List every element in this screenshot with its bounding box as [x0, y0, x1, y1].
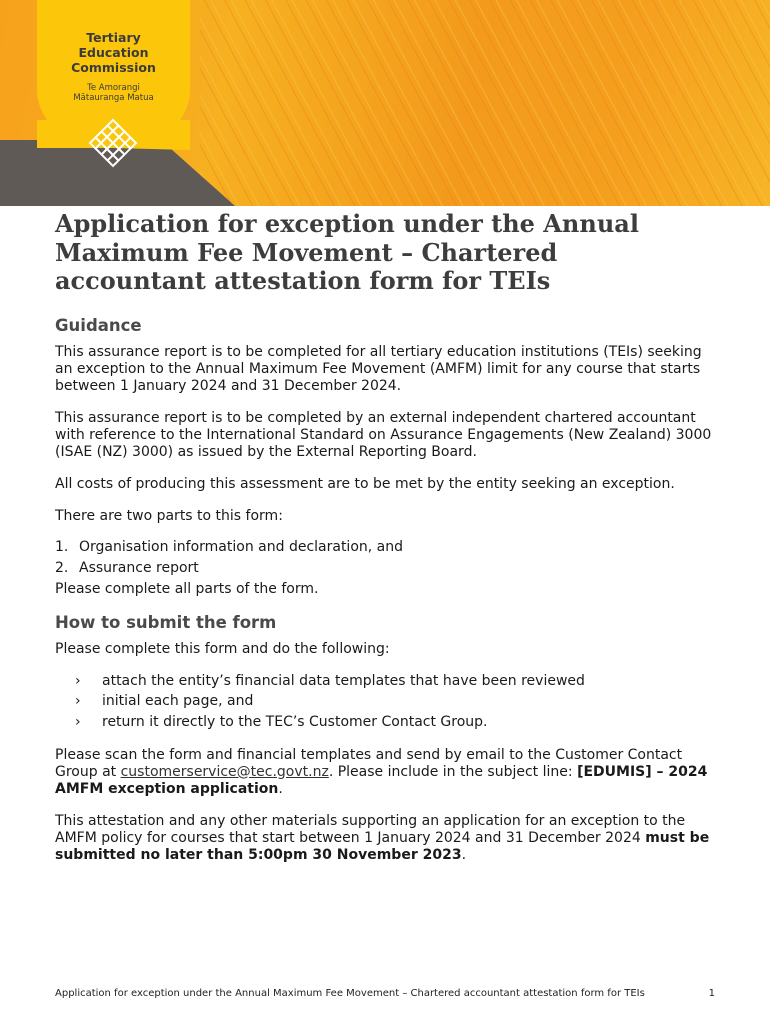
- guidance-paragraph: Please complete all parts of the form.: [55, 580, 319, 597]
- list-item: [55, 714, 715, 731]
- scan-text: Please scan the form and financial templates and send by email to the Customer Contact Group at: [55, 746, 683, 780]
- page-title: Application for exception under the Annual Maximum Fee Movement – Chartered accountant attestation form for TEIs: [55, 209, 639, 295]
- footer-text: Application for exception under the Annual Maximum Fee Movement – Chartered accountant attestation form for TEIs: [55, 988, 645, 999]
- chevron-right-icon: ›: [75, 693, 81, 709]
- org-name-line: Commission: [71, 60, 156, 75]
- maori-name: [37, 83, 190, 103]
- guidance-paragraph: This assurance report is to be completed by an external independent chartered accountant with reference to the International Standard on Assurance Engagements (New Zealand) 3000 (ISAE (NZ) 3000) as issued by the External Reporting Board.: [55, 409, 712, 460]
- deadline-text: This attestation and any other materials supporting an application for an exception to the AMFM policy for courses that start between 1 January 2024 and 31 December 2024: [55, 812, 686, 846]
- guidance-paragraph: All costs of producing this assessment are to be met by the entity seeking an exception.: [55, 475, 675, 492]
- org-name-line: Tertiary: [86, 30, 141, 45]
- list-item-text: Organisation information and declaration, and: [79, 538, 403, 555]
- header-banner: [0, 0, 770, 206]
- guidance-heading: Guidance: [55, 315, 142, 335]
- document-body: [55, 206, 715, 864]
- page-number: 1: [708, 988, 715, 999]
- list-item: [55, 539, 715, 556]
- subject-line: [EDUMIS] – 2024 AMFM exception application: [55, 763, 708, 797]
- scan-text: .: [278, 780, 283, 797]
- list-item: [55, 560, 715, 577]
- scan-instructions: [55, 747, 715, 798]
- logo: [37, 30, 190, 103]
- list-item-text: initial each page, and: [102, 693, 254, 709]
- list-number: 2.: [55, 559, 69, 576]
- steps-list: [55, 673, 715, 731]
- submit-heading: How to submit the form: [55, 612, 277, 632]
- scan-text: . Please include in the subject line:: [328, 763, 578, 780]
- org-name: [37, 30, 190, 75]
- guidance-paragraph: There are two parts to this form:: [55, 507, 283, 524]
- list-item-text: return it directly to the TEC’s Customer Contact Group.: [102, 713, 488, 730]
- org-name-line: Education: [78, 45, 149, 60]
- list-number: 1.: [55, 538, 69, 555]
- chevron-right-icon: ›: [75, 672, 81, 689]
- maori-name-line: Te Amorangi: [87, 83, 140, 93]
- list-item: [55, 693, 715, 710]
- deadline-text: .: [461, 846, 467, 863]
- guidance-paragraph: This assurance report is to be completed for all tertiary education institutions (TEIs) seeking an exception to the Annual Maximum Fee Movement (AMFM) limit for any course that starts between 1 January 2024 and 31 December 2024.: [55, 343, 702, 394]
- page-footer: [55, 988, 715, 999]
- deadline-date: must be submitted no later than 5:00pm 30 November 2023: [55, 829, 710, 863]
- maori-name-line: Mātauranga Matua: [73, 93, 154, 103]
- list-item: [55, 673, 715, 690]
- email-link[interactable]: customerservice@tec.govt.nz: [120, 763, 329, 780]
- woven-diamond-icon: [88, 118, 138, 168]
- parts-list: [55, 539, 715, 577]
- list-item-text: attach the entity’s financial data templates that have been reviewed: [102, 672, 585, 689]
- submit-intro: Please complete this form and do the following:: [55, 640, 390, 657]
- chevron-right-icon: ›: [75, 713, 81, 730]
- deadline-paragraph: [55, 813, 715, 864]
- list-item-text: Assurance report: [79, 559, 199, 576]
